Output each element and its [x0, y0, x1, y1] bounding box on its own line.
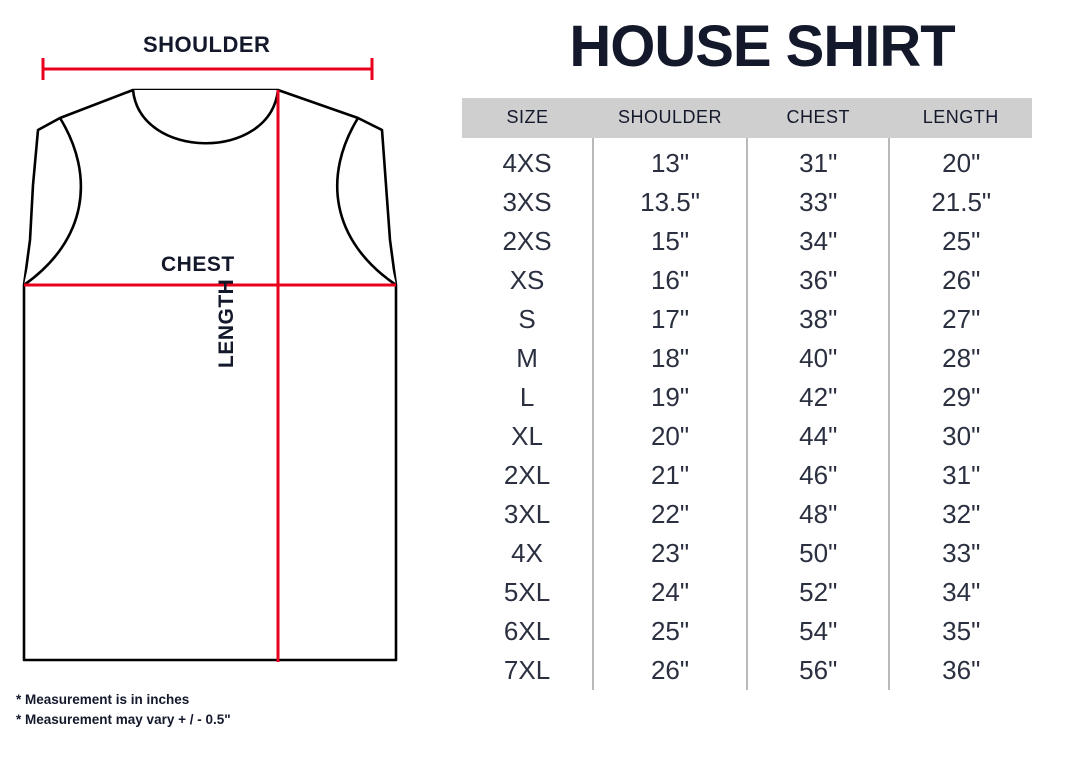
cell-measure: 54" [747, 612, 890, 651]
column-header-shoulder: SHOULDER [593, 98, 747, 138]
cell-measure: 42" [747, 378, 890, 417]
cell-measure: 20" [889, 138, 1032, 183]
table-row [462, 138, 1032, 183]
measurement-notes [16, 690, 231, 730]
cell-measure: 31" [747, 138, 890, 183]
cell-size: 5XL [503, 577, 551, 607]
table-row [462, 339, 1032, 378]
table-row [462, 612, 1032, 651]
cell-measure: 17" [593, 300, 747, 339]
cell-measure: 21.5" [889, 183, 1032, 222]
table-row [462, 534, 1032, 573]
cell-measure: 27" [889, 300, 1032, 339]
cell-measure: 38" [747, 300, 890, 339]
cell-measure: 36" [889, 651, 1032, 690]
cell-measure: 40" [747, 339, 890, 378]
cell-measure: 30" [889, 417, 1032, 456]
table-row [462, 573, 1032, 612]
cell-measure: 25" [593, 612, 747, 651]
size-table-panel [462, 0, 1062, 763]
cell-measure: 50" [747, 534, 890, 573]
page-title: HOUSE SHIRT [569, 14, 955, 79]
cell-size: 3XS [502, 187, 552, 217]
cell-measure: 48" [747, 495, 890, 534]
cell-measure: 34" [889, 573, 1032, 612]
column-header-length: LENGTH [889, 98, 1032, 138]
shoulder-label: SHOULDER [143, 32, 271, 57]
size-table-head [462, 98, 1032, 138]
cell-measure: 36" [747, 261, 890, 300]
table-row [462, 495, 1032, 534]
cell-size: L [519, 382, 535, 412]
cell-size: 6XL [503, 616, 551, 646]
cell-measure: 35" [889, 612, 1032, 651]
table-row [462, 300, 1032, 339]
table-row [462, 183, 1032, 222]
cell-size: 3XL [503, 499, 551, 529]
cell-measure: 29" [889, 378, 1032, 417]
cell-measure: 20" [593, 417, 747, 456]
cell-size: 2XL [503, 460, 551, 490]
cell-size: XS [509, 265, 545, 295]
garment-diagram-panel [0, 0, 450, 763]
cell-measure: 23" [593, 534, 747, 573]
cell-measure: 26" [889, 261, 1032, 300]
size-table-body [462, 138, 1032, 690]
cell-measure: 33" [747, 183, 890, 222]
cell-measure: 32" [889, 495, 1032, 534]
size-table [462, 98, 1032, 690]
cell-measure: 46" [747, 456, 890, 495]
table-header-row [462, 98, 1032, 138]
cell-measure: 52" [747, 573, 890, 612]
shoulder-measure-line [43, 58, 372, 80]
table-row [462, 261, 1032, 300]
cell-measure: 28" [889, 339, 1032, 378]
cell-measure: 21" [593, 456, 747, 495]
length-label: LENGTH [215, 278, 238, 368]
note-line-2: * Measurement may vary + / - 0.5" [16, 712, 231, 727]
table-row [462, 378, 1032, 417]
table-row [462, 417, 1032, 456]
cell-size: M [516, 343, 538, 373]
note-line-1: * Measurement is in inches [16, 692, 190, 707]
cell-measure: 44" [747, 417, 890, 456]
cell-measure: 25" [889, 222, 1032, 261]
cell-measure: 13.5" [593, 183, 747, 222]
chest-label: CHEST [161, 253, 235, 276]
cell-size: XL [511, 421, 543, 451]
cell-size: 4X [511, 538, 543, 568]
cell-size: 7XL [503, 655, 551, 685]
table-row [462, 456, 1032, 495]
cell-size: S [518, 304, 536, 334]
cell-size: 4XS [502, 148, 552, 178]
cell-measure: 22" [593, 495, 747, 534]
cell-measure: 31" [889, 456, 1032, 495]
cell-measure: 26" [593, 651, 747, 690]
cell-measure: 33" [889, 534, 1032, 573]
cell-measure: 15" [593, 222, 747, 261]
cell-measure: 13" [593, 138, 747, 183]
cell-measure: 16" [593, 261, 747, 300]
table-row [462, 222, 1032, 261]
cell-measure: 18" [593, 339, 747, 378]
cell-size: 2XS [502, 226, 552, 256]
cell-measure: 24" [593, 573, 747, 612]
cell-measure: 19" [593, 378, 747, 417]
table-row [462, 651, 1032, 690]
cell-measure: 34" [747, 222, 890, 261]
column-header-chest: CHEST [747, 98, 890, 138]
cell-measure: 56" [747, 651, 890, 690]
column-header-size: SIZE [462, 98, 593, 138]
